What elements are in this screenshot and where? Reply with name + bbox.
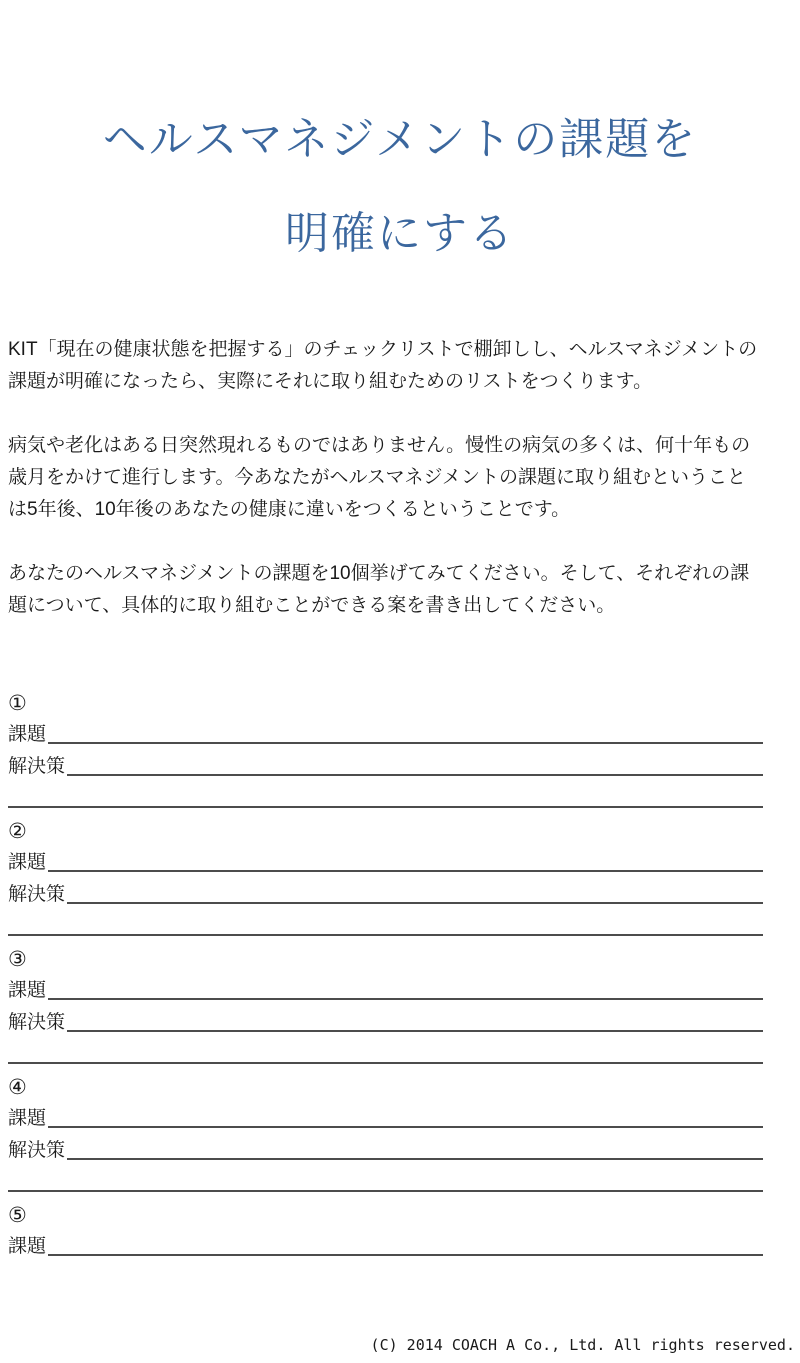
- issue-row: [8, 716, 763, 748]
- footer-copyright: (C) 2014 COACH A Co., Ltd. All rights reserved.: [370, 1336, 795, 1354]
- intro-paragraph: 病気や老化はある日突然現れるものではありません。慢性の病気の多くは、何十年もの歳月をかけて進行します。今あなたがヘルスマネジメントの課題に取り組むということは5年後、10年後のあなたの健康に違いをつくるということです。: [8, 435, 751, 520]
- issue-row: [8, 844, 763, 876]
- solution-write-line: [67, 902, 763, 904]
- continuation-write-line: [8, 806, 763, 808]
- solution-label: 解決策: [8, 884, 66, 905]
- issue-write-line: [48, 742, 763, 744]
- solution-row: [8, 748, 763, 780]
- continuation-row: [8, 1036, 763, 1068]
- solution-write-line: [67, 774, 763, 776]
- worksheet-item: [8, 1068, 763, 1196]
- issue-row: [8, 1100, 763, 1132]
- solution-label: 解決策: [8, 1012, 66, 1033]
- item-number: ②: [8, 820, 27, 843]
- worksheet-item: [8, 684, 763, 812]
- intro-paragraph: あなたのヘルスマネジメントの課題を10個挙げてみてください。そして、それぞれの課題について、具体的に取り組むことができる案を書き出してください。: [8, 563, 750, 616]
- intro-paragraphs: [8, 334, 763, 622]
- page-title: [0, 0, 800, 262]
- issue-row: [8, 972, 763, 1004]
- item-number-row: [8, 1196, 763, 1228]
- item-number: ⑤: [8, 1204, 27, 1227]
- item-number: ③: [8, 948, 27, 971]
- issue-write-line: [48, 870, 763, 872]
- worksheet-item: [8, 1196, 763, 1260]
- issue-write-line: [48, 998, 763, 1000]
- worksheet-items: [8, 684, 763, 1260]
- item-number-row: [8, 940, 763, 972]
- issue-label: 課題: [8, 724, 47, 745]
- issue-label: 課題: [8, 852, 47, 873]
- worksheet-item: [8, 940, 763, 1068]
- page-content: [0, 334, 800, 1260]
- item-number-row: [8, 684, 763, 716]
- continuation-row: [8, 1164, 763, 1196]
- solution-write-line: [67, 1030, 763, 1032]
- solution-label: 解決策: [8, 1140, 66, 1161]
- continuation-write-line: [8, 1190, 763, 1192]
- issue-label: 課題: [8, 1108, 47, 1129]
- continuation-row: [8, 780, 763, 812]
- issue-row: [8, 1228, 763, 1260]
- solution-write-line: [67, 1158, 763, 1160]
- continuation-write-line: [8, 1062, 763, 1064]
- continuation-row: [8, 908, 763, 940]
- issue-label: 課題: [8, 1236, 47, 1257]
- page-title-line2: 明確にする: [285, 209, 515, 258]
- solution-row: [8, 1004, 763, 1036]
- item-number: ④: [8, 1076, 27, 1099]
- item-number-row: [8, 1068, 763, 1100]
- solution-label: 解決策: [8, 756, 66, 777]
- issue-write-line: [48, 1126, 763, 1128]
- worksheet-item: [8, 812, 763, 940]
- intro-paragraph: KIT「現在の健康状態を把握する」のチェックリストで棚卸しし、ヘルスマネジメントの課題が明確になったら、実際にそれに取り組むためのリストをつくります。: [8, 339, 758, 392]
- continuation-write-line: [8, 934, 763, 936]
- item-number-row: [8, 812, 763, 844]
- item-number: ①: [8, 692, 27, 715]
- solution-row: [8, 1132, 763, 1164]
- solution-row: [8, 876, 763, 908]
- page-title-line1: ヘルスマネジメントの課題を: [102, 115, 698, 164]
- issue-write-line: [48, 1254, 763, 1256]
- issue-label: 課題: [8, 980, 47, 1001]
